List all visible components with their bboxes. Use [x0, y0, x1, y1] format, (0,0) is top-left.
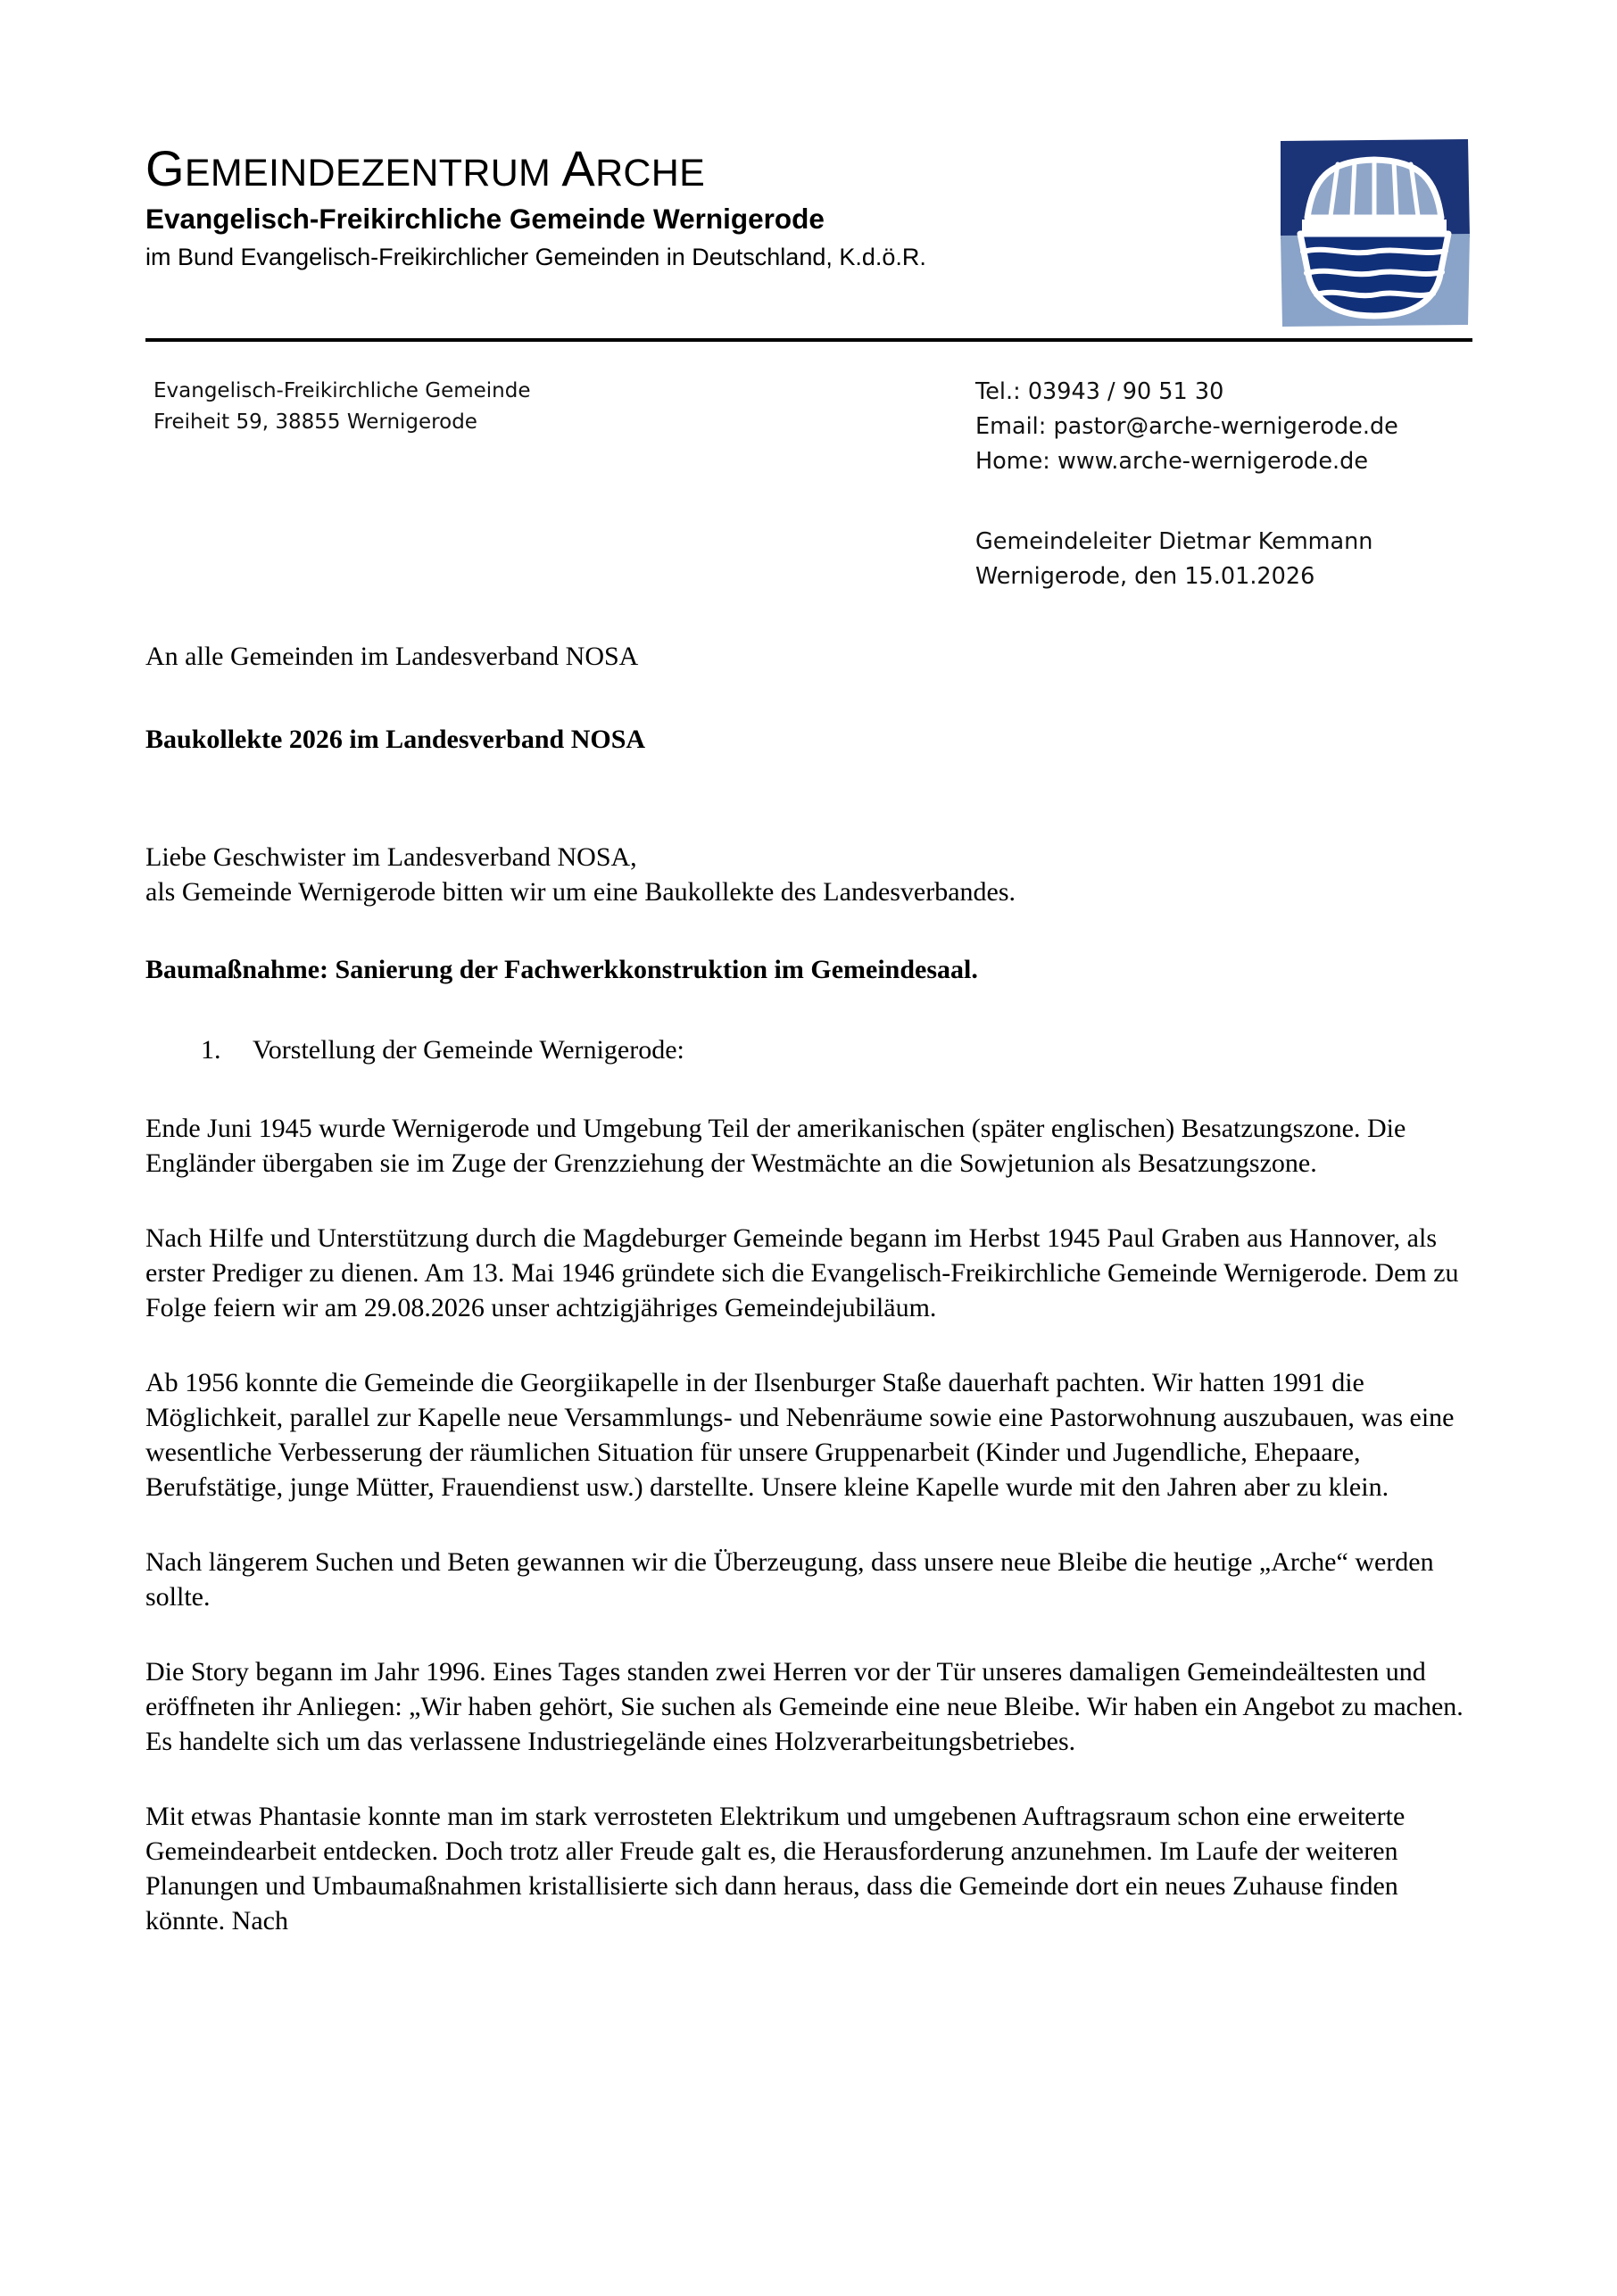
organization-affiliation: im Bund Evangelisch-Freikirchlicher Gemeinden in Deutschland, K.d.ö.R. [145, 243, 926, 270]
body-paragraph: Nach Hilfe und Unterstützung durch die Magdeburger Gemeinde begann im Herbst 1945 Paul Graben aus Hannover, als erster Prediger zu dienen. Am 13. Mai 1946 gründete sich die Evangelisch-Freikirchliche Gemeinde Wernigerode. Dem zu Folge feiern wir am 29.08.2026 unser achtzigjähriges Gemeindejubiläum. [145, 1223, 1459, 1322]
sender-address [153, 376, 531, 438]
salutation-line-2: als Gemeinde Wernigerode bitten wir um eine Baukollekte des Landesverbandes. [145, 877, 1016, 907]
letterhead [145, 134, 1473, 329]
salutation [145, 840, 1475, 909]
contact-details [975, 375, 1398, 479]
org-title-part-4: RCHE [595, 152, 706, 195]
org-title-part-1: G [145, 140, 185, 196]
construction-measure-heading: Baumaßnahme: Sanierung der Fachwerkkonstruktion im Gemeindesaal. [145, 955, 978, 984]
leader-and-date [975, 525, 1372, 594]
sender-address-line-2: Freiheit 59, 38855 Wernigerode [153, 410, 477, 434]
organization-title [145, 140, 926, 196]
body-paragraph: Ab 1956 konnte die Gemeinde die Georgiikapelle in der Ilsenburger Staße dauerhaft pachten. Wir hatten 1991 die Möglichkeit, parallel zur Kapelle neue Versammlungs- und Nebenräume sowie eine Pastorwohnung auszubauen, was eine wesentliche Verbesserung der räumlichen Situation für unsere Gruppenarbeit (Kinder und Jugendliche, Ehepaare, Berufstätige, junge Mütter, Frauendienst usw.) darstellte. Unsere kleine Kapelle wurde mit den Jahren aber zu klein. [145, 1368, 1455, 1502]
org-title-part-3: A [561, 140, 596, 196]
recipient-line: An alle Gemeinden im Landesverband NOSA [145, 642, 639, 671]
numbered-list-item [201, 1032, 1475, 1067]
body-paragraph: Ende Juni 1945 wurde Wernigerode und Umgebung Teil der amerikanischen (später englischen) Besatzungszone. Die Engländer übergaben sie im Zuge der Grenzziehung der Westmächte an die Sowjetunion als Besatzungszone. [145, 1114, 1406, 1178]
place-and-date: Wernigerode, den 15.01.2026 [975, 563, 1315, 590]
org-title-part-2: EMEINDEZENTRUM [184, 152, 551, 195]
contact-email: Email: pastor@arche-wernigerode.de [975, 413, 1398, 440]
salutation-line-1: Liebe Geschwister im Landesverband NOSA, [145, 842, 637, 872]
letterhead-text [145, 134, 926, 272]
subject-line: Baukollekte 2026 im Landesverband NOSA [145, 725, 646, 754]
contact-homepage: Home: www.arche-wernigerode.de [975, 448, 1369, 475]
body-paragraph: Mit etwas Phantasie konnte man im stark verrosteten Elektrikum und umgebenen Auftragsraum schon eine erweiterte Gemeindearbeit entdecken. Doch trotz aller Freude galt es, die Herausforderung anzunehmen. Im Laufe der weiteren Planungen und Umbaumaßnahmen kristallisierte sich dann heraus, dass die Gemeinde dort ein neues Zuhause finden könnte. Nach [145, 1802, 1406, 1935]
sender-address-line-1: Evangelisch-Freikirchliche Gemeinde [153, 379, 531, 402]
body-paragraph: Nach längerem Suchen und Beten gewannen wir die Überzeugung, dass unsere neue Bleibe die heutige „Arche“ werden sollte. [145, 1547, 1434, 1612]
ark-boat-icon [1275, 137, 1473, 329]
body-paragraph: Die Story begann im Jahr 1996. Eines Tages standen zwei Herren vor der Tür unseres damaligen Gemeindeältesten und eröffneten ihr Anliegen: „Wir haben gehört, Sie suchen als Gemeinde eine neue Bleibe. Wir haben ein Angebot zu machen. Es handelte sich um das verlassene Industriegelände eines Holzverarbeitungsbetriebes. [145, 1657, 1464, 1756]
org-title-space [551, 152, 561, 195]
contact-phone: Tel.: 03943 / 90 51 30 [975, 378, 1224, 405]
header-divider-rule [145, 338, 1472, 342]
organization-subtitle: Evangelisch-Freikirchliche Gemeinde Wernigerode [145, 203, 825, 236]
list-item-text: Vorstellung der Gemeinde Wernigerode: [253, 1035, 684, 1065]
community-leader-name: Gemeindeleiter Dietmar Kemmann [975, 528, 1373, 555]
list-item-number: 1. [201, 1035, 221, 1065]
letter-body [145, 639, 1475, 1938]
